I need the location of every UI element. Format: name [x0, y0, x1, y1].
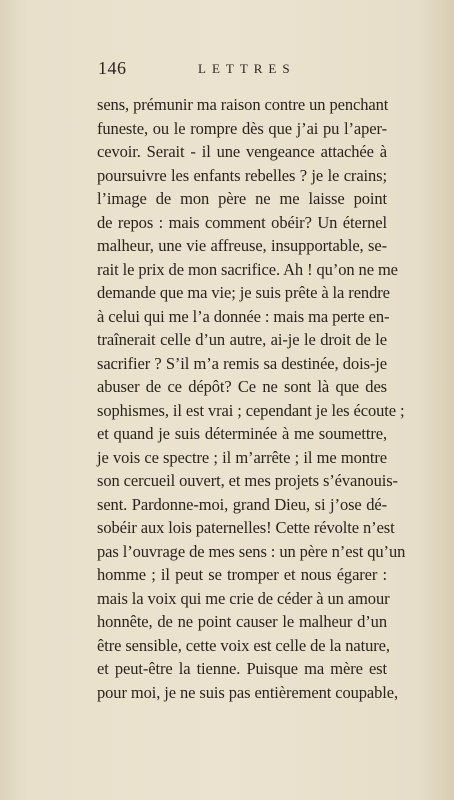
text-line: pour moi, je ne suis pas entièrement coupable, — [97, 682, 399, 702]
text-line: sens, prémunir ma raison contre un penchant — [97, 95, 389, 114]
text-line: pas l’ouvrage de mes sens : un père n’est qu’un — [97, 541, 406, 561]
text-line: rait le prix de mon sacrifice. Ah ! qu’on ne me — [97, 259, 398, 279]
running-title: LETTRES — [198, 61, 296, 76]
text-line: honnête, de ne point causer le malheur d’un — [97, 612, 387, 631]
text-line: l’image de mon père ne me laisse point — [97, 189, 387, 208]
text-line: demande que ma vie; je suis prête à la rendre — [97, 283, 390, 302]
text-line: traînerait celle d’un autre, ai-je le droit de le — [97, 330, 387, 349]
running-head — [98, 58, 388, 82]
text-line: sent. Pardonne-moi, grand Dieu, si j’ose dé- — [97, 494, 387, 514]
text-line: à celui qui me l’a donnée : mais ma perte en- — [97, 306, 390, 326]
body-text — [97, 93, 406, 704]
text-line: je vois ce spectre ; il m’arrête ; il me montre — [97, 447, 387, 467]
text-line: malheur, une vie affreuse, insupportable, se- — [97, 236, 387, 255]
text-line: et peut-être la tienne. Puisque ma mère est — [97, 659, 387, 678]
text-line: sacrifier ? S’il m’a remis sa destinée, dois-je — [97, 353, 387, 373]
text-line: sophismes, il est vrai ; cependant je les écoute ; — [97, 400, 405, 420]
text-line: et quand je suis déterminée à me soumettre, — [97, 424, 387, 443]
text-line: abuser de ce dépôt? Ce ne sont là que des — [97, 377, 387, 396]
text-line: être sensible, cette voix est celle de la nature, — [97, 635, 390, 655]
text-line: funeste, ou le rompre dès que j’ai pu l’aper- — [97, 118, 387, 138]
text-line: poursuivre les enfants rebelles ? je le crains; — [97, 165, 387, 185]
page-number: 146 — [98, 58, 127, 78]
text-line: de repos : mais comment obéir? Un éternel — [97, 212, 387, 232]
text-line: mais la voix qui me crie de céder à un amour — [97, 588, 390, 608]
text-line: sobéir aux lois paternelles! Cette révolte n’est — [97, 518, 395, 537]
text-line: cevoir. Serait - il une vengeance attachée à — [97, 142, 387, 161]
text-line: son cercueil ouvert, et mes projets s’évanouis- — [97, 471, 398, 490]
text-line: homme ; il peut se tromper et nous égarer : — [97, 565, 387, 584]
